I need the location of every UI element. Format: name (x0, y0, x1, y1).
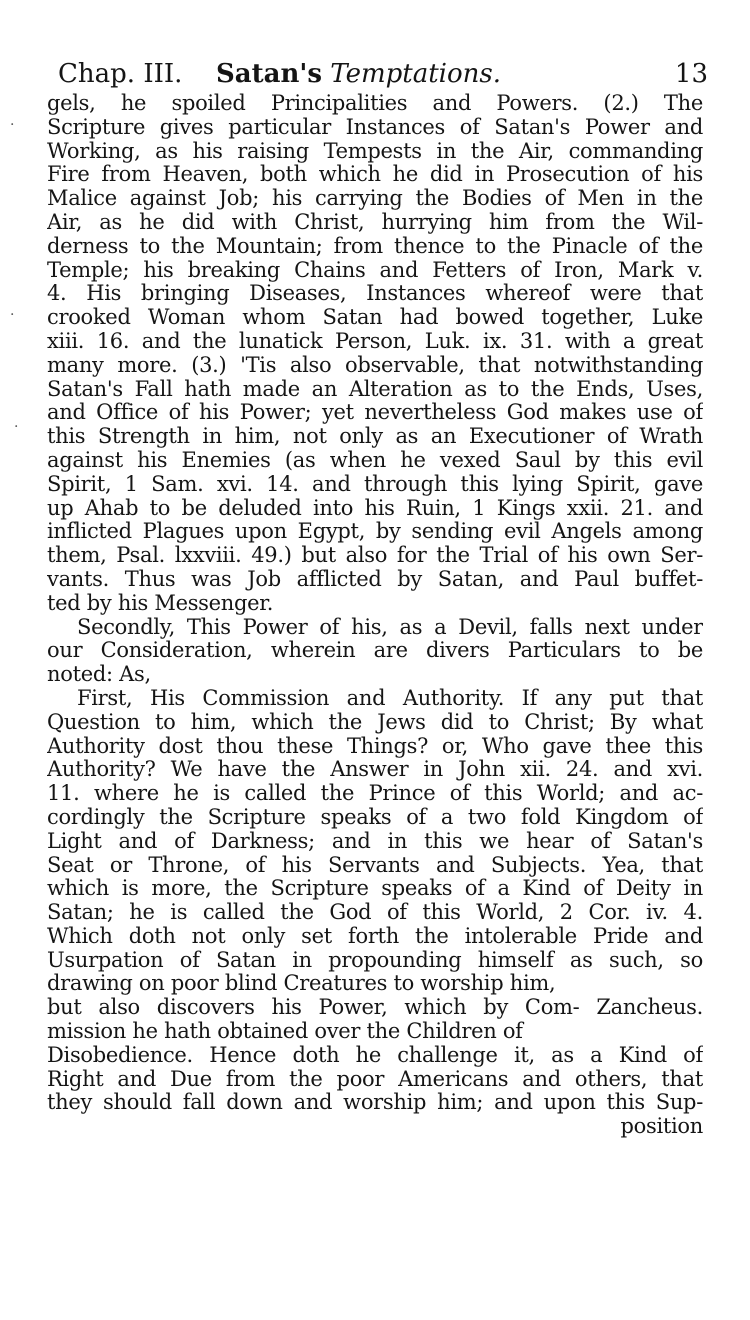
text-line: gels, he spoiled Principalities and Powers. (2.) The (47, 92, 703, 115)
text-line: they should fall down and worship him; and upon this Sup- (47, 1091, 703, 1115)
text-line: them, Psal. lxxviii. 49.) but also for the Trial of his own Ser- (47, 544, 703, 568)
text-line: ted by his Messenger. (47, 591, 274, 615)
text-line: this Strength in him, not only as an Executioner of Wrath (47, 425, 703, 449)
text-line: Authority dost thou these Things? or, Who gave thee this (47, 734, 703, 758)
margin-dot: · (10, 117, 15, 133)
text-line: which is more, the Scripture speaks of a Kind of Deity in (47, 877, 703, 901)
text-line: Malice against Job; his carrying the Bodies of Men in the (47, 187, 703, 211)
running-title (216, 54, 501, 94)
text-line: Right and Due from the poor Americans and others, that (47, 1067, 703, 1091)
text-line: Question to him, which the Jews did to Christ; By what (47, 710, 703, 734)
text-line: derness to the Mountain; from thence to the Pinacle of the (47, 234, 703, 258)
text-line: but also discovers his Power, which by Com- Zancheus. (47, 996, 703, 1020)
text-line: cordingly the Scripture speaks of a two fold Kingdom of (47, 805, 703, 829)
text-line: inflicted Plagues upon Egypt, by sending evil Angels among (47, 520, 703, 544)
catchword: position (620, 1115, 703, 1139)
text-line: Which doth not only set forth the intolerable Pride and (47, 924, 703, 948)
running-title-italic: Temptations. (330, 59, 501, 89)
text-line: Disobedience. Hence doth he challenge it, as a Kind of (47, 1043, 703, 1067)
text-line: Authority? We have the Answer in John xii. 24. and xvi. (47, 758, 703, 782)
page-number: 13 (674, 59, 708, 89)
text-line: Temple; his breaking Chains and Fetters of Iron, Mark v. (47, 258, 703, 282)
margin-dot: · (10, 307, 15, 323)
text-line: drawing on poor blind Creatures to worship him, (47, 972, 556, 996)
text-line: noted: As, (47, 663, 151, 687)
text-line: Satan; he is called the God of this World, 2 Cor. iv. 4. (47, 901, 703, 925)
running-title-bold: Satan's (216, 59, 322, 89)
text-line: against his Enemies (as when he vexed Saul by this evil (47, 448, 703, 472)
text-line: up Ahab to be deluded into his Ruin, 1 Kings xxii. 21. and (47, 496, 703, 520)
text-line: Spirit, 1 Sam. xvi. 14. and through this lying Spirit, gave (47, 472, 703, 496)
text-line: Working, as his raising Tempests in the Air, commanding (47, 139, 703, 163)
text-line: Satan's Fall hath made an Alteration as to the Ends, Uses, (47, 377, 703, 401)
text-line: Air, as he did with Christ, hurrying him from the Wil- (47, 210, 703, 234)
text-line: many more. (3.) 'Tis also observable, that notwithstanding (47, 353, 703, 377)
text-line: our Consideration, wherein are divers Particulars to be (47, 639, 703, 663)
chapter-label: Chap. III. (58, 59, 183, 89)
text-line: Scripture gives particular Instances of Satan's Power and (47, 115, 703, 139)
text-line: 4. His bringing Diseases, Instances whereof were that (47, 282, 703, 306)
text-line: First, His Commission and Authority. If any put that (77, 686, 703, 710)
text-line: and Office of his Power; yet nevertheless God makes use of (47, 401, 703, 425)
text-line: mission he hath obtained over the Children of (47, 1020, 523, 1044)
text-line: Fire from Heaven, both which he did in Prosecution of his (47, 163, 703, 187)
running-header (58, 54, 708, 94)
text-line: vants. Thus was Job afflicted by Satan, and Paul buffet- (47, 567, 703, 591)
text-line: crooked Woman whom Satan had bowed together, Luke (47, 306, 703, 330)
text-line: Usurpation of Satan in propounding himself as such, so (47, 948, 703, 972)
text-line: Light and of Darkness; and in this we hear of Satan's (47, 829, 703, 853)
body-text (47, 92, 703, 1139)
text-line: Seat or Throne, of his Servants and Subjects. Yea, that (47, 853, 703, 877)
text-line: Secondly, This Power of his, as a Devil, falls next under (77, 615, 703, 639)
text-line: xiii. 16. and the lunatick Person, Luk. ix. 31. with a great (47, 329, 703, 353)
text-line: 11. where he is called the Prince of this World; and ac- (47, 782, 703, 806)
margin-dot: · (14, 419, 19, 435)
